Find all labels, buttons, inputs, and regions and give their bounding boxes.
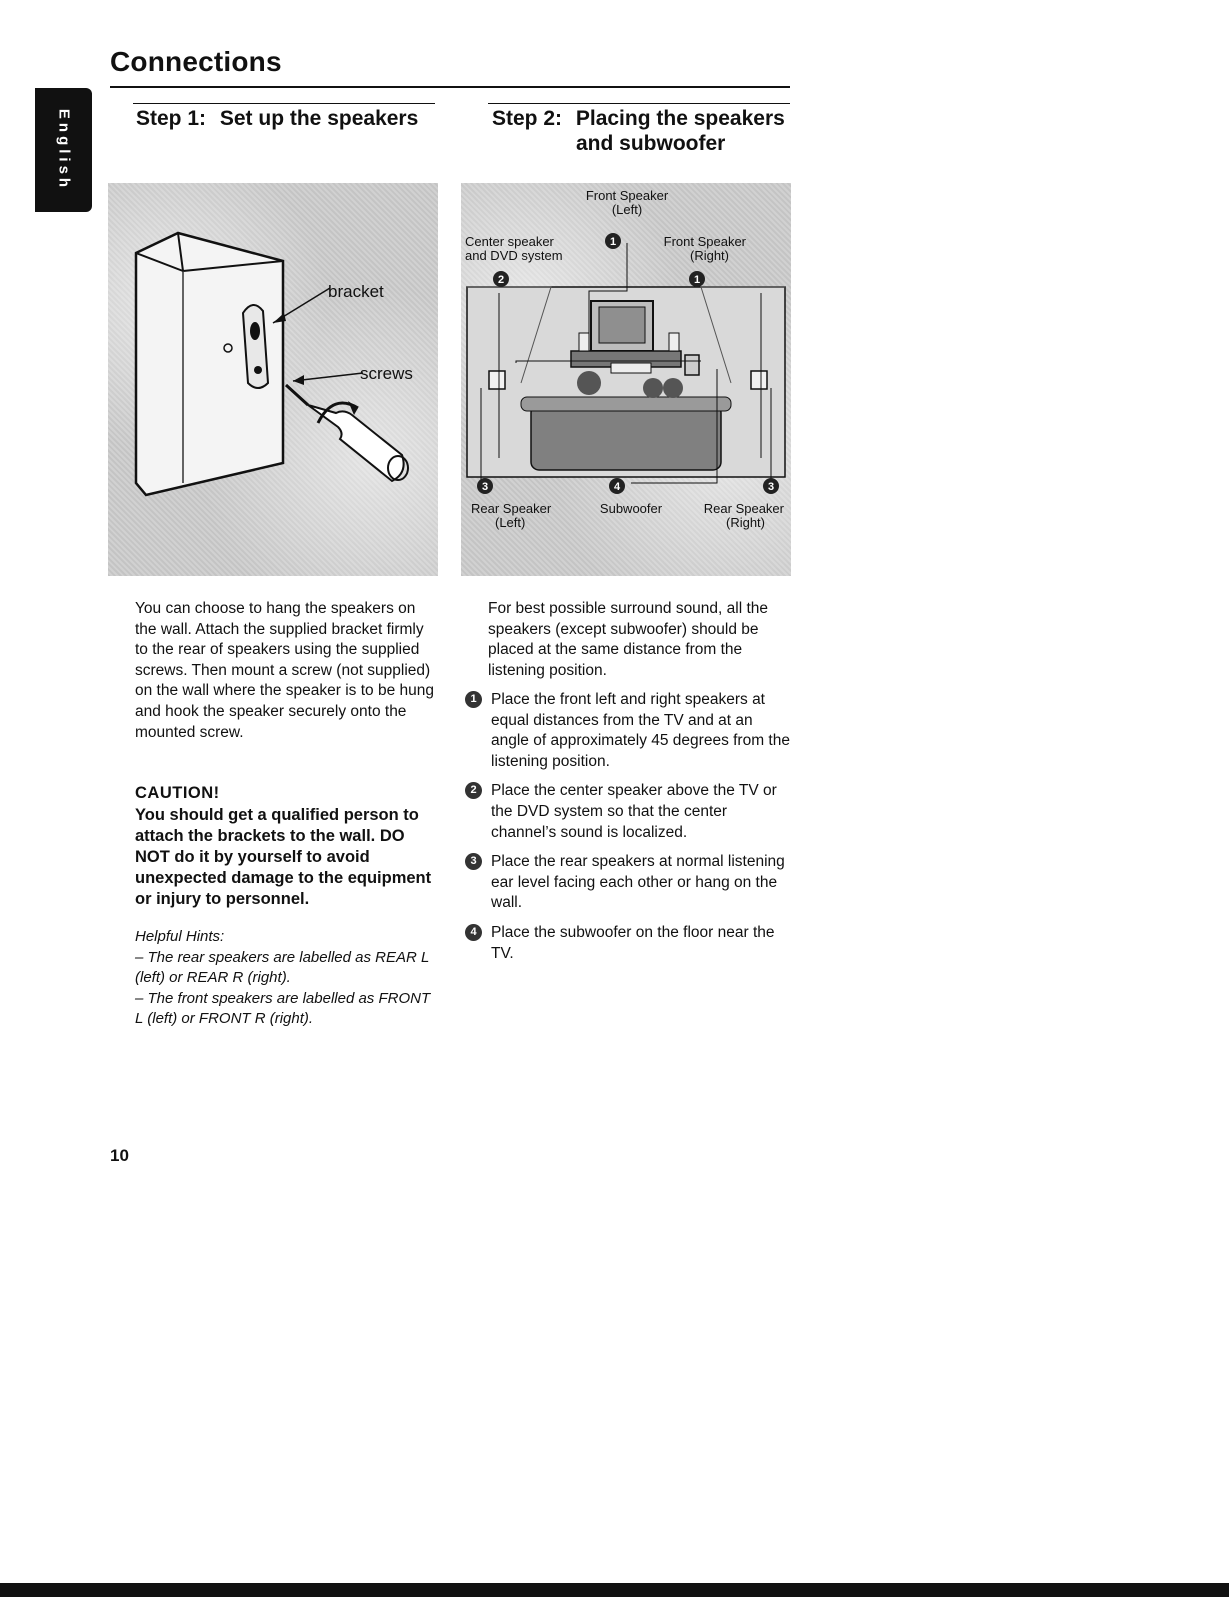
center-label-line2: and DVD system [465,248,563,263]
step1-heading [136,106,418,131]
list-item [465,781,790,843]
caution-title: CAUTION! [135,784,220,802]
page-number: 10 [110,1146,129,1165]
rear-left-label-line2: (Left) [495,515,526,530]
speaker-placement-diagram [461,183,791,576]
step-number-icon: 4 [465,924,482,941]
rear-right-label-line1: Rear Speaker [703,501,784,516]
hints-title: Helpful Hints: [135,928,225,945]
step2-heading [492,106,785,131]
subwoofer-label: Subwoofer [599,501,663,516]
marker-front-left: 1 [609,236,617,248]
step2-title-line2: and subwoofer [576,132,726,155]
language-tab-label: English [55,108,72,192]
rear-left-label-line1: Rear Speaker [471,501,552,516]
step-number-icon: 2 [465,782,482,799]
marker-rear-left: 3 [481,481,489,493]
bottom-border [0,1583,1229,1597]
speaker-bracket-drawing [108,183,438,576]
hint-item: – The front speakers are labelled as FRONT L (left) or FRONT R (right). [135,989,431,1027]
step2-intro-text: For best possible surround sound, all the speakers (except subwoofer) should be placed at the same distance from the listening position. [488,600,769,679]
step1-label: Step 1: [136,107,207,130]
screws-label: screws [360,364,413,383]
step-number-icon: 1 [465,691,482,708]
rear-right-label-line2: (Right) [725,515,765,530]
list-item [465,923,790,964]
speaker-placement-drawing [461,183,791,576]
helpful-hints [135,927,435,1030]
list-item-text: Place the front left and right speakers at equal distances from the TV and at an angle of approximately 45 degrees from the listening position. [491,691,790,770]
marker-rear-right: 3 [767,481,775,493]
step1-title: Set up the speakers [219,107,419,130]
front-right-label-line1: Front Speaker [663,234,746,249]
list-item [465,690,790,772]
step1-rule [133,103,435,104]
list-item-text: Place the center speaker above the TV or the DVD system so that the center channel’s sound is localized. [491,782,777,841]
caution-text: You should get a qualified person to attach the brackets to the wall. DO NOT do it by yourself to avoid unexpected damage to the equipment or injury to personnel. [135,806,432,908]
list-item [465,852,790,914]
marker-subwoofer: 4 [613,481,621,493]
center-label-line1: Center speaker [465,234,554,249]
hint-item: – The rear speakers are labelled as REAR L (left) or REAR R (right). [135,948,430,986]
step2-title-line1: Placing the speakers [575,107,785,130]
placement-steps-list [465,690,790,973]
step2-label: Step 2: [492,107,563,130]
list-item-text: Place the rear speakers at normal listening ear level facing each other or hang on the wall. [491,853,785,912]
speaker-bracket-illustration [108,183,438,576]
front-left-label-line2: (Left) [611,202,643,217]
language-tab [35,88,92,212]
marker-center: 2 [497,274,505,286]
front-right-label-line2: (Right) [689,248,729,263]
front-left-label-line1: Front Speaker [585,188,669,203]
bracket-label: bracket [328,282,384,301]
section-title: Connections [110,46,282,77]
step-number-icon: 3 [465,853,482,870]
step1-body-text: You can choose to hang the speakers on the wall. Attach the supplied bracket firmly to the rear of speakers using the supplied screws. Then mount a screw (not supplied) on the wall where the speaker is to be hung and hook the speaker securely onto the mounted screw. [135,600,434,741]
list-item-text: Place the subwoofer on the floor near the TV. [491,923,775,962]
step2-rule [488,103,790,104]
marker-front-right: 1 [693,274,701,286]
title-divider [110,86,790,88]
